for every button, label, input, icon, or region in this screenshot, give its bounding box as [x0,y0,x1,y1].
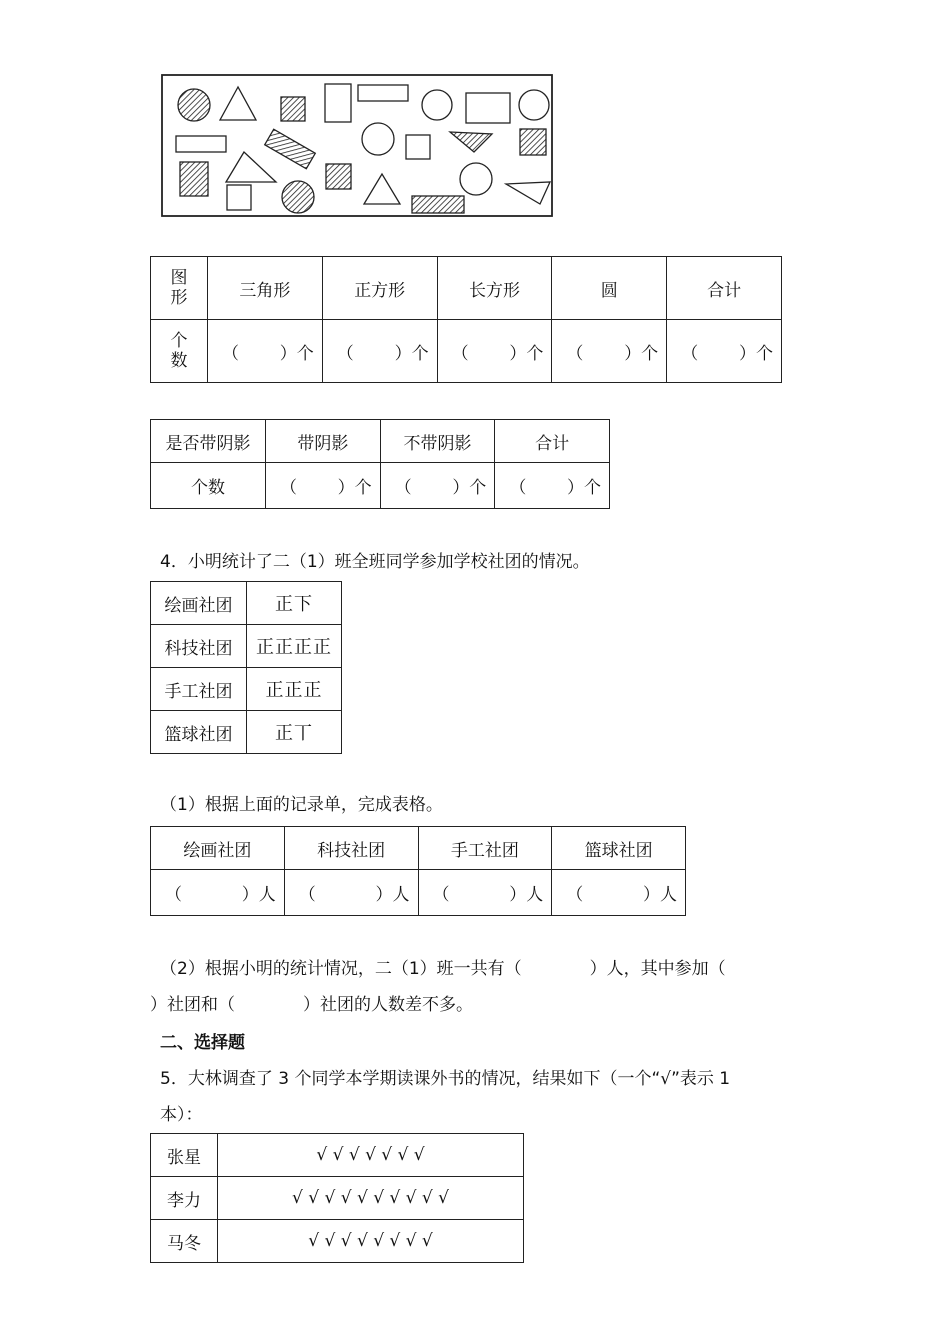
answer-blank[interactable]: （ ）人 [418,870,552,916]
shapes-figure [160,72,556,220]
shape-rectangle [466,93,510,123]
shape-square-shaded [281,97,305,121]
section-title: 二、选择题 [160,1033,245,1053]
col-header: 科技社团 [284,827,418,870]
student-name: 张星 [151,1134,218,1177]
shape-rectangle [176,136,226,152]
reading-table [150,1133,524,1263]
row-header: 是否带阴影 [151,420,266,463]
answer-blank[interactable]: （ ）人 [284,870,418,916]
question-4-sub1: （1）根据上面的记录单，完成表格。 [160,795,443,815]
shape-square [406,135,430,159]
shape-circle [519,90,549,120]
question-5-line1: 5．大林调查了 3 个同学本学期读课外书的情况，结果如下（一个“√”表示 1 [160,1069,731,1089]
shape-rectangle [325,84,351,122]
col-header: 合计 [495,420,610,463]
answer-blank[interactable]: （ ）人 [151,870,285,916]
answer-blank[interactable]: （ ）个 [552,320,667,383]
shape-rectangle-shaded [265,129,316,169]
col-header: 圆 [552,257,667,320]
club-result-table [150,826,686,916]
answer-blank[interactable]: （ ）个 [380,463,495,509]
shape-circle [460,163,492,195]
shape-square [227,185,251,210]
check-marks: √ √ √ √ √ √ √ [218,1134,524,1177]
shape-circle [422,90,452,120]
club-name: 手工社团 [151,668,247,711]
question-5-line2: 本）： [160,1105,203,1125]
shape-triangle [506,182,550,204]
shape-triangle [220,87,256,120]
shape-circle-shaded [178,89,210,121]
question-4-sub2-line2: ）社团和（ ）社团的人数差不多。 [150,995,473,1015]
col-header: 不带阴影 [380,420,495,463]
student-name: 李力 [151,1177,218,1220]
col-header: 手工社团 [418,827,552,870]
tally-marks: 正下 [247,582,342,625]
answer-blank[interactable]: （ ）个 [495,463,610,509]
shape-rectangle-shaded [180,162,208,196]
answer-blank[interactable]: （ ）人 [552,870,686,916]
check-marks: √ √ √ √ √ √ √ √ √ √ [218,1177,524,1220]
tally-marks: 正正正正 [247,625,342,668]
answer-blank[interactable]: （ ）个 [667,320,782,383]
answer-blank[interactable]: （ ）个 [322,320,437,383]
shape-rectangle-shaded [412,196,464,213]
shape-rectangle [358,85,408,101]
club-name: 科技社团 [151,625,247,668]
check-marks: √ √ √ √ √ √ √ √ [218,1220,524,1263]
question-4-text: 4．小明统计了二（1）班全班同学参加学校社团的情况。 [160,552,590,572]
shape-circle [362,123,394,155]
shape-square-shaded [520,129,546,155]
shade-count-table [150,419,610,509]
shape-triangle-shaded [450,132,492,152]
club-name: 绘画社团 [151,582,247,625]
col-header: 三角形 [208,257,323,320]
question-4-sub2-line1: （2）根据小明的统计情况，二（1）班一共有（ ）人，其中参加（ [160,959,726,979]
tally-marks: 正正正 [247,668,342,711]
col-header: 长方形 [437,257,552,320]
shape-circle-shaded [282,181,314,213]
row-header: 个数 [151,320,208,383]
answer-blank[interactable]: （ ）个 [266,463,381,509]
col-header: 带阴影 [266,420,381,463]
col-header: 绘画社团 [151,827,285,870]
shape-triangle [226,152,276,182]
shape-triangle [364,174,400,204]
shape-count-table [150,256,782,383]
col-header: 合计 [667,257,782,320]
shape-square-shaded [326,164,351,189]
student-name: 马冬 [151,1220,218,1263]
col-header: 正方形 [322,257,437,320]
tally-marks: 正丅 [247,711,342,754]
row-header: 图形 [151,257,208,320]
row-header: 个数 [151,463,266,509]
club-name: 篮球社团 [151,711,247,754]
tally-table [150,581,342,754]
answer-blank[interactable]: （ ）个 [208,320,323,383]
answer-blank[interactable]: （ ）个 [437,320,552,383]
col-header: 篮球社团 [552,827,686,870]
